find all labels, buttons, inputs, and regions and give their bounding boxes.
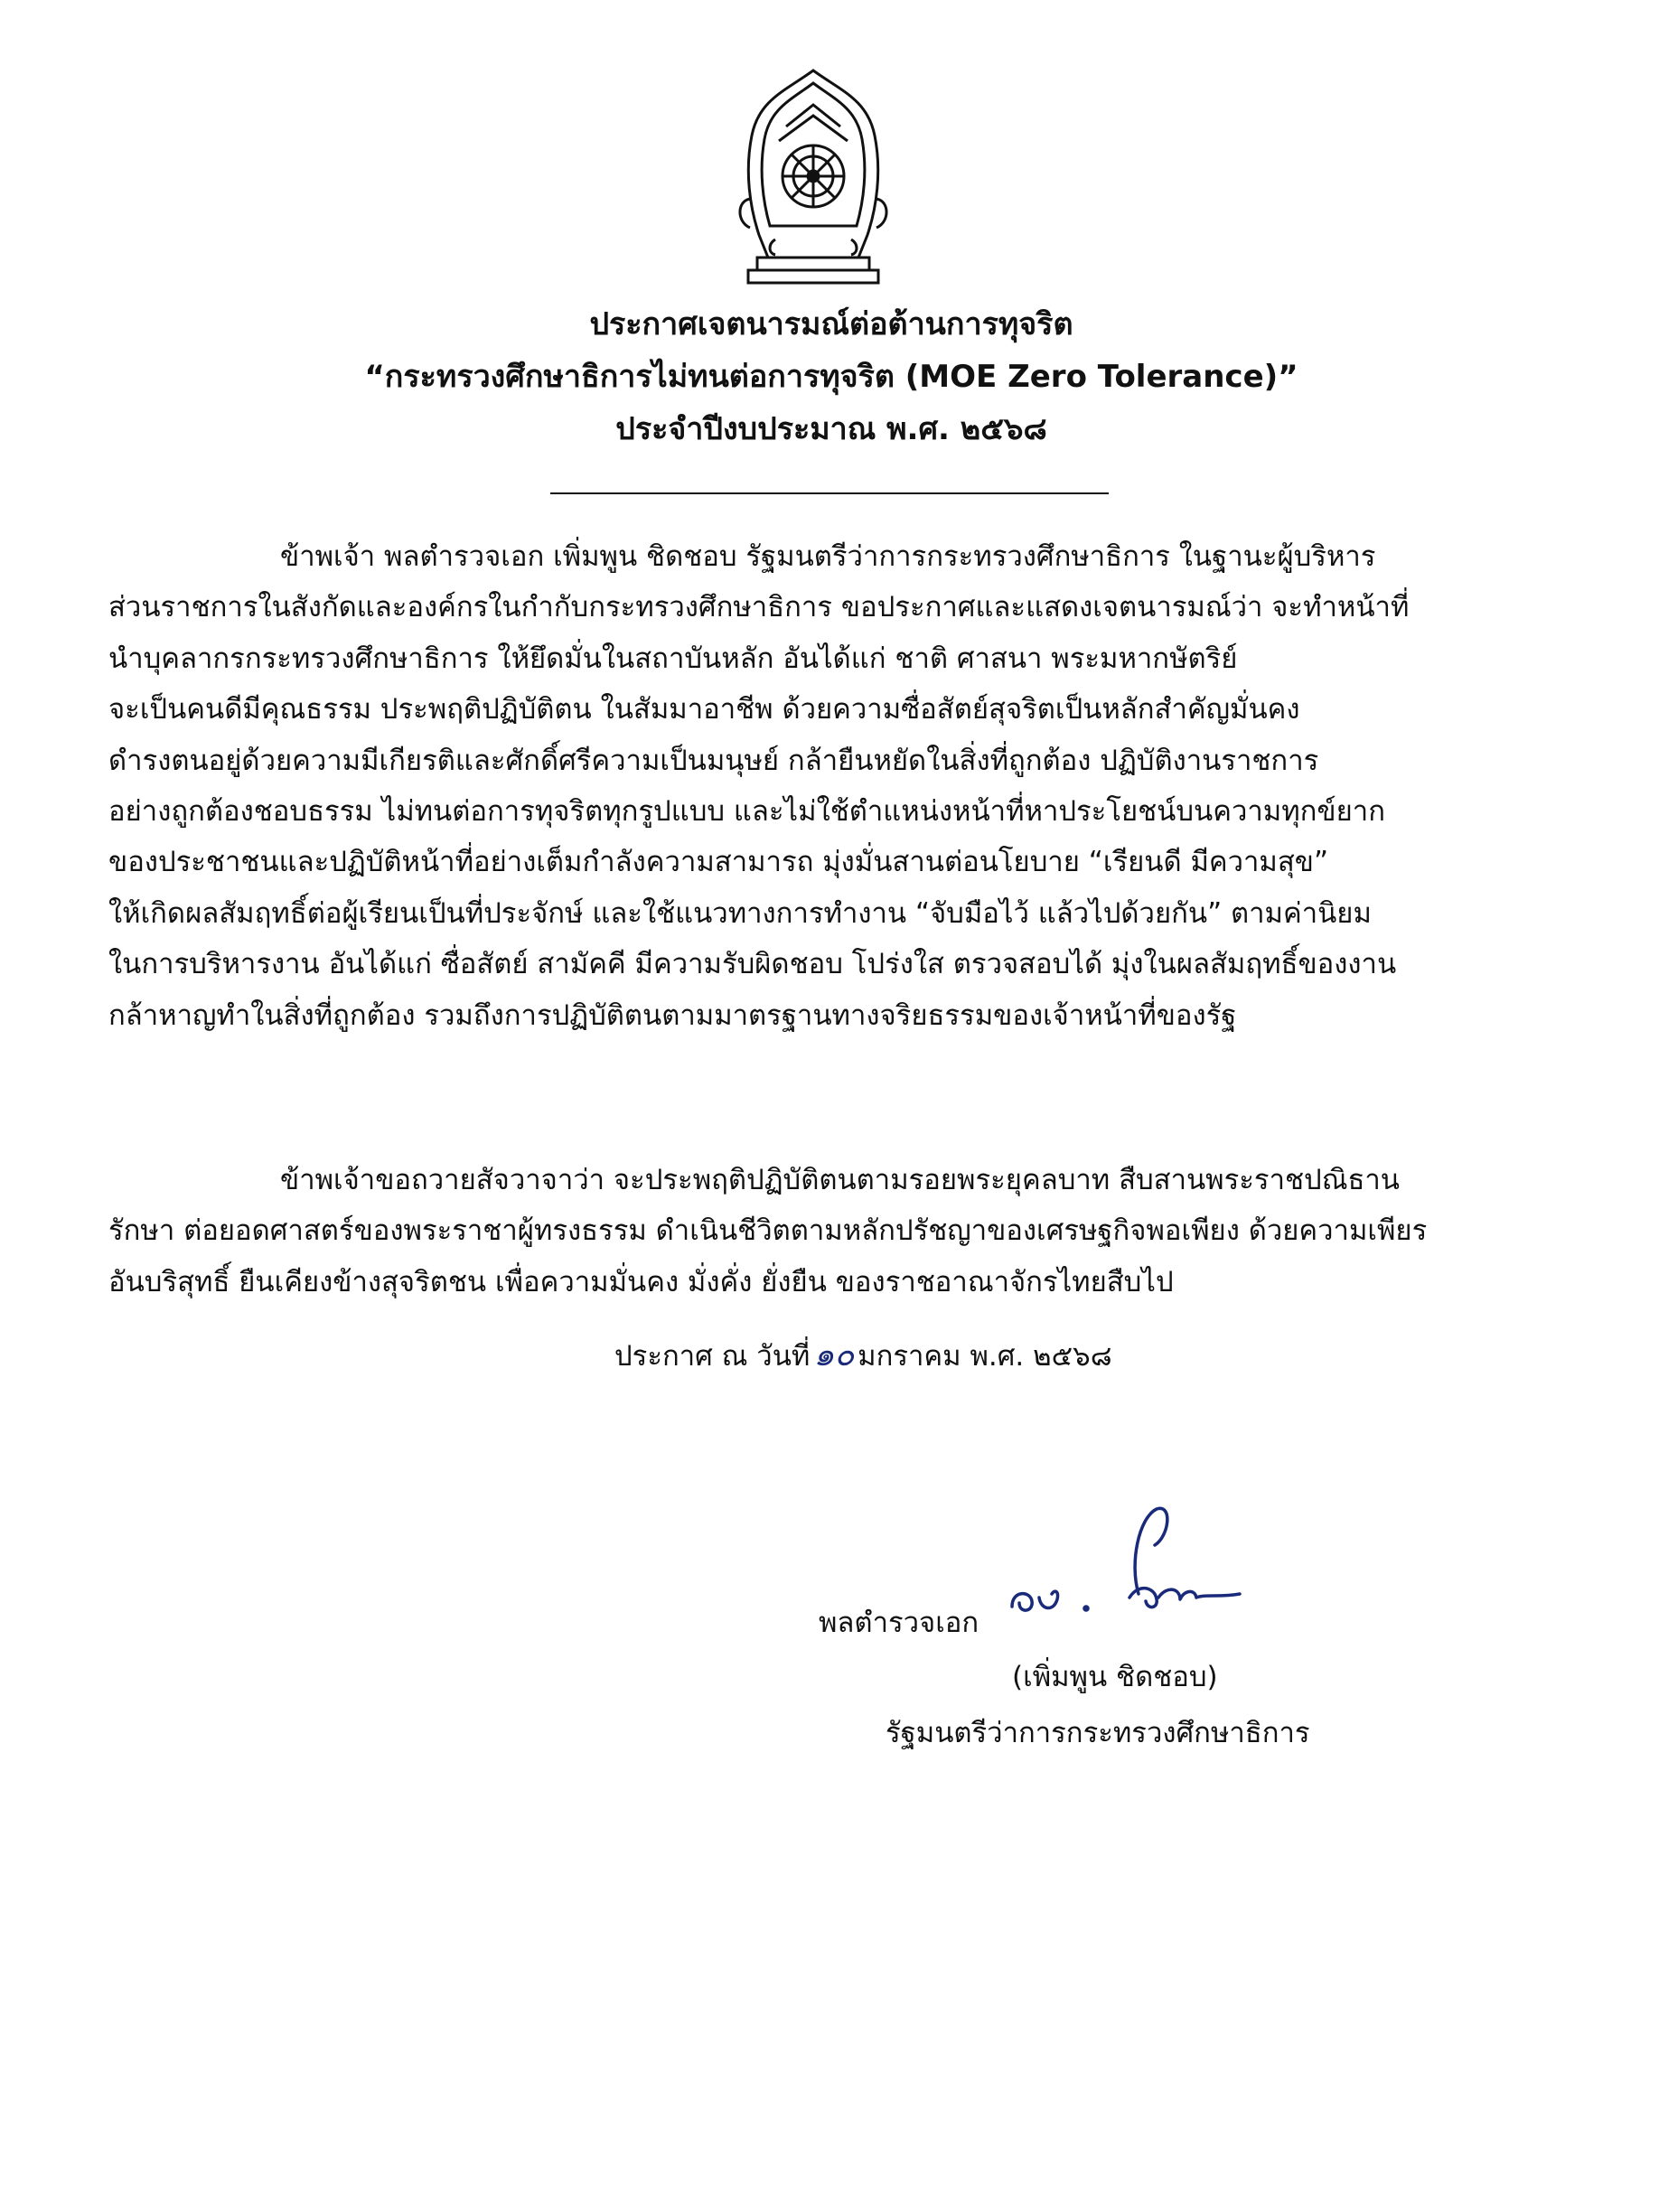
paragraph-line: ข้าพเจ้าขอถวายสัจวาจาว่า จะประพฤติปฏิบัติตนตามรอยพระยุคลบาท สืบสานพระราชปณิธาน (280, 1164, 1400, 1196)
paragraph-line: จะเป็นคนดีมีคุณธรรม ประพฤติปฏิบัติตน ในสัมมาอาชีพ ด้วยความซื่อสัตย์สุจริตเป็นหลักสำคัญมั่นคง (108, 693, 1300, 726)
fiscal-year-line: ประจำปีงบประมาณ พ.ศ. ๒๕๖๘ (615, 411, 1047, 447)
announcement-subtitle: “กระทรวงศึกษาธิการไม่ทนต่อการทุจริต (MOE Zero Tolerance)” (364, 359, 1298, 395)
paragraph-line: ดำรงตนอยู่ด้วยความมีเกียรติและศักดิ์ศรีความเป็นมนุษย์ กล้ายืนหยัดในสิ่งที่ถูกต้อง ปฏิบัติงานราชการ (108, 744, 1319, 777)
signer-name: (เพิ่มพูน ชิดชอบ) (1012, 1661, 1218, 1693)
paragraph-line: ข้าพเจ้า พลตำรวจเอก เพิ่มพูน ชิดชอบ รัฐมนตรีว่าการกระทรวงศึกษาธิการ ในฐานะผู้บริหาร (280, 540, 1376, 573)
paragraph-declaration (108, 531, 1599, 1041)
paragraph-line: อันบริสุทธิ์ ยืนเคียงข้างสุจริตชน เพื่อความมั่นคง มั่งคั่ง ยั่งยืน ของราชอาณาจักรไทยสืบไป (108, 1265, 1174, 1298)
announcement-header (199, 298, 1464, 455)
announcement-title: ประกาศเจตนารมณ์ต่อต้านการทุจริต (589, 306, 1073, 342)
paragraph-line: ของประชาชนและปฏิบัติหน้าที่อย่างเต็มกำลังความสามารถ มุ่งมั่นสานต่อนโยบาย “เรียนดี มีความสุข” (108, 846, 1329, 879)
paragraph-line: นำบุคลากรกระทรวงศึกษาธิการ ให้ยึดมั่นในสถาบันหลัก อันได้แก่ ชาติ ศาสนา พระมหากษัตริย์ (108, 642, 1238, 675)
paragraph-oath (108, 1155, 1599, 1308)
handwritten-signature (1003, 1500, 1256, 1636)
date-day-handwritten: ๑๐ (813, 1336, 855, 1373)
paragraph-line: ส่วนราชการในสังกัดและองค์กรในกำกับกระทรวงศึกษาธิการ ขอประกาศและแสดงเจตนารมณ์ว่า จะทำหน้าที่ (108, 591, 1410, 624)
header-divider (550, 492, 1109, 494)
paragraph-line: ให้เกิดผลสัมฤทธิ์ต่อผู้เรียนเป็นที่ประจักษ์ และใช้แนวทางการทำงาน “จับมือไว้ แล้วไปด้วยกัน” ตามค่านิยม (108, 896, 1372, 930)
signer-rank: พลตำรวจเอก (819, 1607, 979, 1639)
date-prefix: ประกาศ ณ วันที่ (614, 1340, 811, 1373)
paragraph-line: ในการบริหารงาน อันได้แก่ ซื่อสัตย์ สามัคคี มีความรับผิดชอบ โปร่งใส ตรวจสอบได้ มุ่งในผลสัมฤทธิ์ของงาน (108, 948, 1397, 981)
signer-position: รัฐมนตรีว่าการกระทรวงศึกษาธิการ (886, 1717, 1310, 1749)
ministry-seal-emblem (732, 63, 895, 289)
announcement-date (614, 1330, 1112, 1382)
paragraph-line: รักษา ต่อยอดศาสตร์ของพระราชาผู้ทรงธรรม ดำเนินชีวิตตามหลักปรัชญาของเศรษฐกิจพอเพียง ด้วยความเพียร (108, 1214, 1428, 1248)
paragraph-line: กล้าหาญทำในสิ่งที่ถูกต้อง รวมถึงการปฏิบัติตนตามมาตรฐานทางจริยธรรมของเจ้าหน้าที่ของรัฐ (108, 998, 1237, 1032)
paragraph-line: อย่างถูกต้องชอบธรรม ไม่ทนต่อการทุจริตทุกรูปแบบ และไม่ใช้ตำแหน่งหน้าที่หาประโยชน์บนความทุกข์ยาก (108, 795, 1385, 829)
date-suffix: มกราคม พ.ศ. ๒๕๖๘ (858, 1340, 1112, 1373)
